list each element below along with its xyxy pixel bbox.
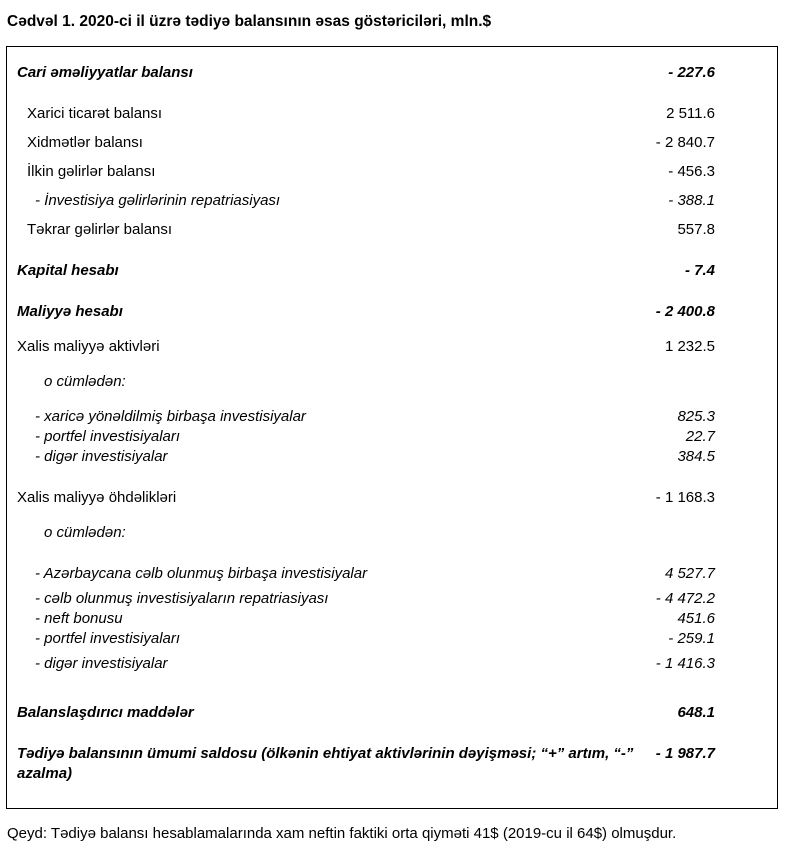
row-label: - xaricə yönəldilmiş birbaşa investisiyalar <box>35 408 306 425</box>
row-value: - 1 416.3 <box>655 655 715 672</box>
table-row <box>7 220 777 240</box>
table-row <box>7 372 777 392</box>
row-value: 648.1 <box>677 704 715 721</box>
row-value: 2 511.6 <box>666 105 715 122</box>
row-value: 1 232.5 <box>664 338 715 355</box>
row-value: 22.7 <box>685 428 715 445</box>
table-row <box>7 523 777 543</box>
table-row <box>7 564 777 584</box>
row-value: 4 527.7 <box>664 565 715 582</box>
table-row <box>7 447 777 467</box>
table-row <box>7 407 777 427</box>
table-row <box>7 629 777 649</box>
row-label: İlkin gəlirlər balansı <box>27 163 156 180</box>
table-row <box>7 261 777 281</box>
row-value: - 2 400.8 <box>655 303 715 320</box>
row-value: - 1 168.3 <box>655 489 715 506</box>
row-label: Cari əməliyyatlar balansı <box>17 64 193 81</box>
row-value: - 4 472.2 <box>655 590 715 607</box>
row-value: - 259.1 <box>668 630 715 647</box>
row-label: o cümlədən: <box>44 373 126 390</box>
table-row <box>7 337 777 357</box>
row-label: Balanslaşdırıcı maddələr <box>17 704 194 721</box>
row-label: - cəlb olunmuş investisiyaların repatriasiyası <box>35 590 329 607</box>
row-label: Xidmətlər balansı <box>27 134 143 151</box>
row-value: 825.3 <box>677 408 715 425</box>
table-row <box>7 589 777 609</box>
row-value: 557.8 <box>677 221 715 238</box>
footnote: Qeyd: Tədiyə balansı hesablamalarında xam neftin faktiki orta qiyməti 41$ (2019-cu il 64$) olmuşdur. <box>7 825 677 842</box>
row-value: - 388.1 <box>668 192 715 209</box>
table-row <box>7 191 777 211</box>
table-row <box>7 609 777 629</box>
row-value: - 7.4 <box>684 262 715 279</box>
table-row <box>7 427 777 447</box>
row-label: - digər investisiyalar <box>35 448 168 465</box>
table-row <box>7 703 777 723</box>
row-value: - 1 987.7 <box>655 745 715 762</box>
row-label: - portfel investisiyaları <box>35 630 181 647</box>
row-label: - Azərbaycana cəlb olunmuş birbaşa investisiyalar <box>35 565 368 582</box>
row-label: - portfel investisiyaları <box>35 428 181 445</box>
row-label: Xalis maliyyə öhdəlikləri <box>17 489 177 506</box>
page-title: Cədvəl 1. 2020-ci il üzrə tədiyə balansının əsas göstəriciləri, mln.$ <box>7 13 492 30</box>
row-label: Kapital hesabı <box>17 262 119 279</box>
table-row <box>7 488 777 508</box>
row-label: Xarici ticarət balansı <box>27 105 163 122</box>
row-label: Təkrar gəlirlər balansı <box>27 221 173 238</box>
table-row <box>7 104 777 124</box>
table-row <box>7 162 777 182</box>
table-row <box>7 63 777 83</box>
table-row <box>7 302 777 322</box>
balance-of-payments-table <box>6 46 778 809</box>
row-value: - 227.6 <box>668 64 715 81</box>
table-row <box>7 654 777 674</box>
table-row <box>7 133 777 153</box>
row-label: - neft bonusu <box>35 610 123 627</box>
row-label: - İnvestisiya gəlirlərinin repatriasiyası <box>35 192 281 209</box>
row-value: - 2 840.7 <box>655 134 715 151</box>
table-row <box>7 744 777 784</box>
row-label: Tədiyə balansının ümumi saldosu (ölkənin ehtiyat aktivlərinin dəyişməsi; “+” artım, “-” azalma) <box>17 745 634 782</box>
row-value: - 456.3 <box>668 163 715 180</box>
row-label: Maliyyə hesabı <box>17 303 123 320</box>
row-label: Xalis maliyyə aktivləri <box>17 338 160 355</box>
row-label: o cümlədən: <box>44 524 126 541</box>
row-value: 384.5 <box>677 448 715 465</box>
row-value: 451.6 <box>677 610 715 627</box>
row-label: - digər investisiyalar <box>35 655 168 672</box>
